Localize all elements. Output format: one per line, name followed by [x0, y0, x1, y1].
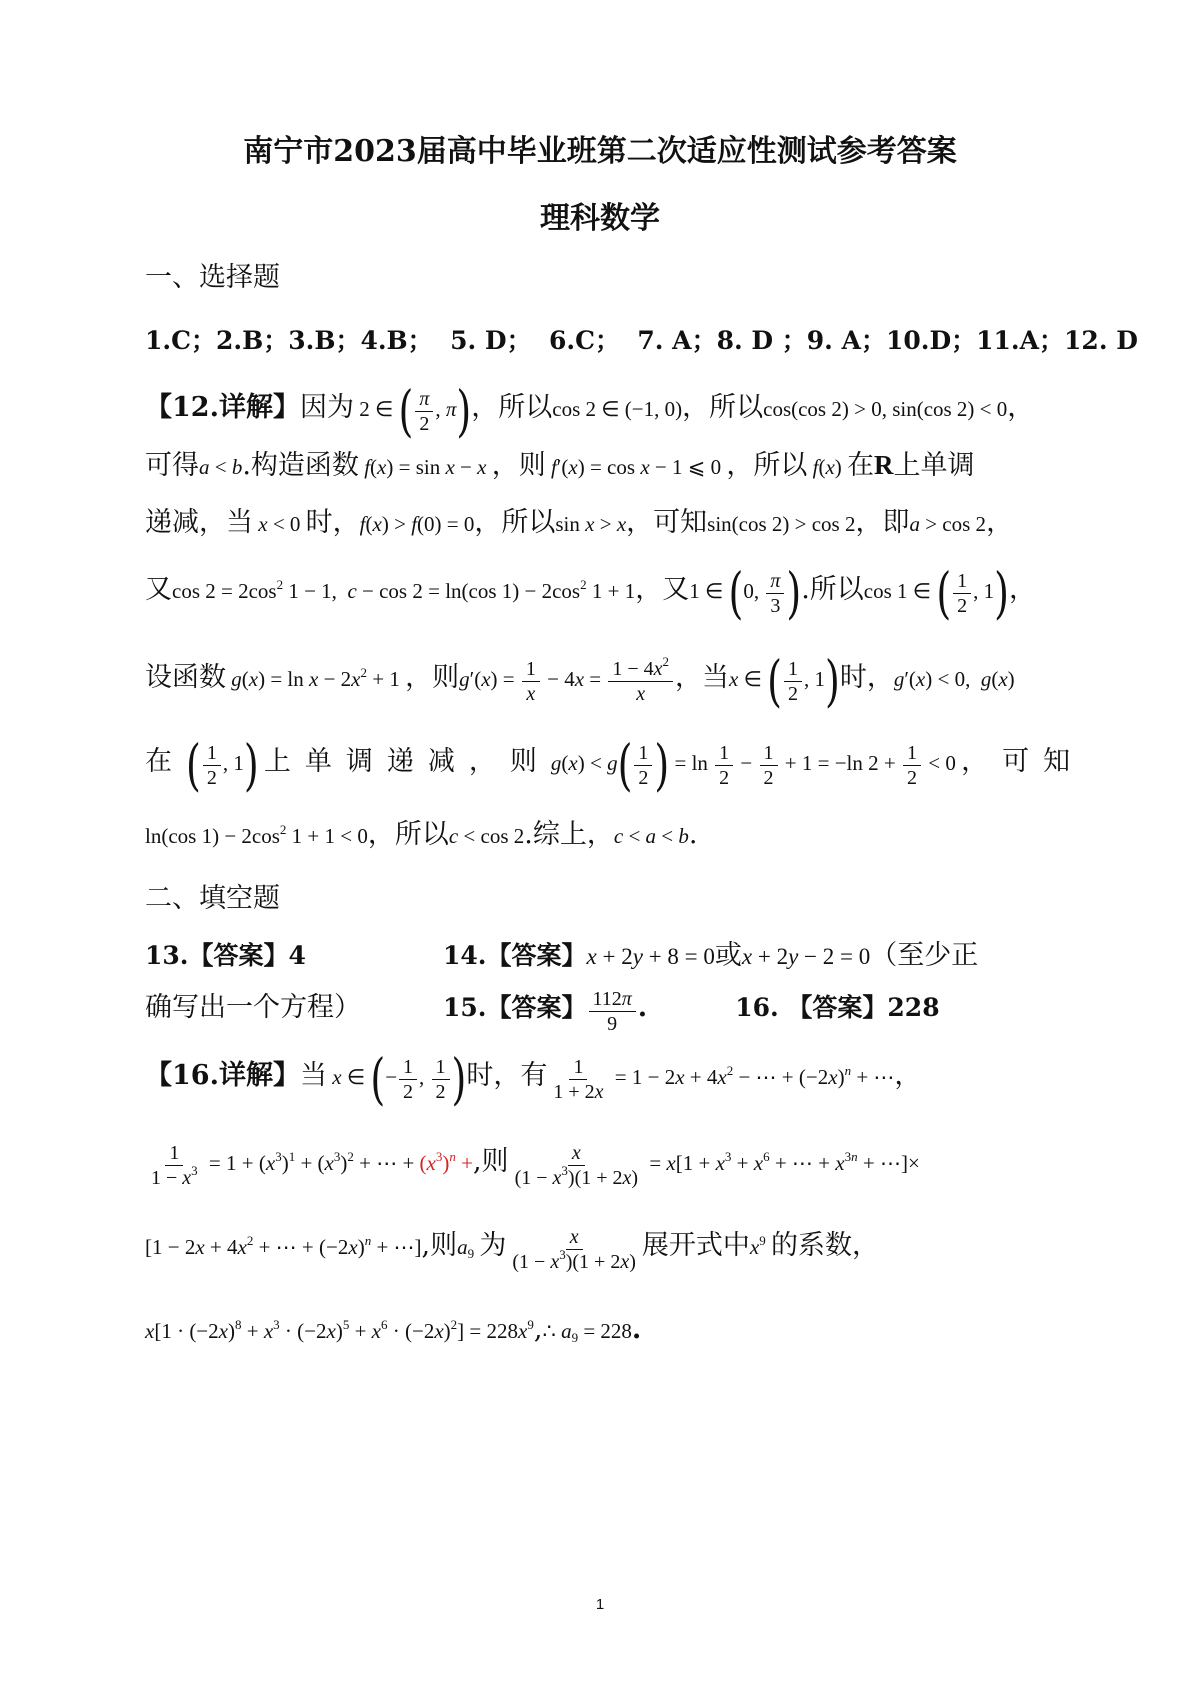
q15-answer: $\frac{112\pi}{9}$ — [587, 997, 638, 1021]
fill-in-line-1: 13.【答案】4 14.【答案】x + 2y + 8 = 0或x + 2y − 2 = 0（至少正 — [145, 932, 1065, 980]
q16-line-3: [$1 - 2x + 4x^2$ + ⋯ + $(-2x)^n$ + ⋯],则$a_9$ 为 $\frac{x}{(1 - x^3)(1 + 2x)}$ 展开式中$x^9$ 的系数， — [145, 1225, 879, 1273]
q12-line-4: 又$\cos 2 = 2\cos^2$ 1 − 1, c − cos 2 = ln(cos $1) - 2\cos^2$ 1 + 1，又1 ∈ (0, $\frac{\pi}{3}$ ).所以cos 1 ∈ ( $\frac{1}{2}$ , 1)， — [145, 561, 1036, 626]
multiple-choice-answers: 1.C；2.B；3.B；4.B； 5. D； 6.C； 7. A；8. D ；9. A；10.D；11.A；12. D — [145, 326, 1138, 355]
q14-answer-b: x + 2y − 2 = 0 — [741, 944, 871, 969]
document-title: 南宁市2023届高中毕业班第二次适应性测试参考答案 — [243, 134, 957, 169]
q16-line-1: 【16.详解】当 x ∈ (− $\frac{1}{2}$ , $\frac{1}{2}$ )时，有 $\frac{1}{1 + 2x}$ = $1 - 2x + 4x^2$ − ⋯ + $(-2x)^n$ + ⋯， — [145, 1047, 922, 1112]
q12-line-7: ln(cos $1) - 2\cos^2$ 1 + 1 < 0，所以c < cos 2.综上，c < a < b. — [145, 819, 698, 850]
math-expression: 2 ∈ ( $\frac{\pi}{2}$ , π) — [353, 379, 472, 444]
section-heading-multiple-choice: 一、选择题 — [145, 262, 280, 293]
q12-line-6: 在( $\frac{1}{2}$ , 1) 上单调递减，则g(x) < g( $\frac{1}{2}$ ) = ln $\frac{1}{2}$ − $\frac{1}{2}$ + 1 = −ln 2 + $\frac{1}{2}$ < 0 ，可知 — [145, 733, 1085, 798]
q13-answer: 13.【答案】4 — [145, 941, 306, 970]
q12-line-3: 递减，当 x < 0 时，f(x) > f(0) = 0，所以sin x > x，可知sin(cos 2) > cos 2，即a > cos 2， — [145, 507, 1014, 538]
section-heading-fill-in: 二、填空题 — [145, 883, 280, 914]
q16-line-2: $\frac{1}{1 - x^3}$ = $1 + (x^3)^1 + (x^3)^2$ + ⋯ + $(x^3)^n$ +,则 $\frac{x}{(1 - x^3)(1 + 2x)}$ = $x[1 + x^3 + x^6$ + ⋯ + $x^{3n}$ + ⋯]× — [151, 1141, 920, 1189]
fill-in-line-2: 确写出一个方程） 15.【答案】 $\frac{112\pi}{9}$ . 16. 【答案】228 — [145, 980, 1065, 1036]
q12-line-2: 可得a < b.构造函数 f(x) = sin x − x ，则 f′(x) = cos x − 1 ⩽ 0 ，所以 f(x) 在R上单调 — [145, 450, 975, 481]
q12-line-1: 【12.详解】因为 2 ∈ ( $\frac{\pi}{2}$ , π)，所以cos 2 ∈ (−1, 0)，所以cos(cos 2) > 0, sin(cos 2) < 0， — [145, 379, 1035, 444]
q16-answer: 16. 【答案】228 — [735, 993, 940, 1022]
q16-line-4: $x[1 \cdot (-2x)^8 + x^3 \cdot (-2x)^5 + x^6 \cdot (-2x)^2]$ = $228x^9,\therefore$ $a_9 = 228$. — [145, 1314, 642, 1345]
q12-line-5: 设函数 $g(x) = \ln x - 2x^2 + 1$ ，则g′(x) = $\frac{1}{x}$ − 4x = $\frac{1 - 4x^2}{x}$ ，当x ∈ ( $\frac{1}{2}$ , 1)时，g′(x) < 0, g(x) — [145, 649, 1015, 714]
page-number: 1 — [595, 1596, 605, 1613]
document-subtitle: 理科数学 — [540, 201, 660, 236]
q14-answer-a: x + 2y + 8 = 0 — [586, 944, 715, 969]
q16-label: 【16.详解】 — [145, 1060, 300, 1091]
q12-label: 【12.详解】 — [145, 392, 300, 423]
